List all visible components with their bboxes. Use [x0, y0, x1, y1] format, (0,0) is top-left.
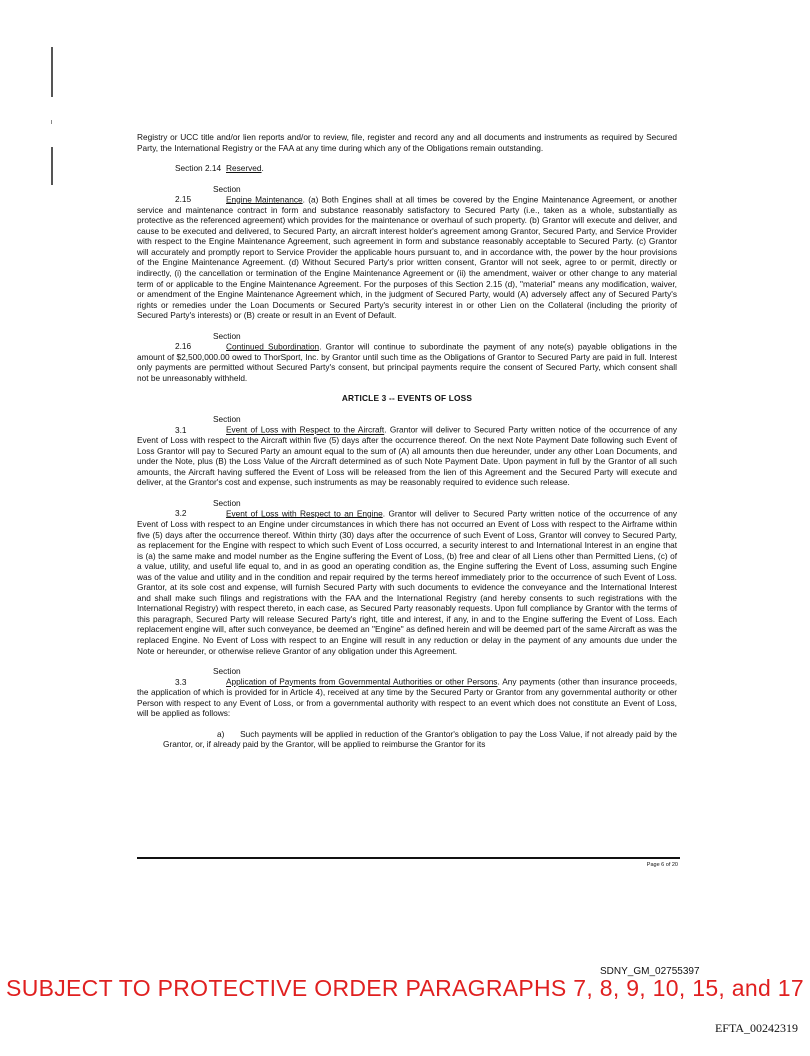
efta-number: EFTA_00242319: [714, 1021, 798, 1035]
section-body: Grantor will deliver to Secured Party written notice of the occurrence of any Event of Loss with respect to the Aircraft within five (5) days after the occurrence thereof. On the next Note Payment Date following such Event of Loss Grantor will pay to Secured Party an amount equal to the sum of (A) all amounts then due hereunder, under any other Loan Documents, and under the Note, plus (B) the Loss Value of the Aircraft determined as of such Note Payment Date. Upon payment in full by the Grantor of all such amounts, the Aircraft having suffered the Event of Loss will be released from the lien of this Agreement and the Secured Party will execute and deliver, at the Grantor's cost and expense, such instruments as may be reasonably required to evidence such release.: [137, 424, 677, 488]
section-2-16: [137, 331, 677, 384]
page-number: Page 6 of 20: [646, 862, 678, 868]
section-body: Any payments (other than insurance proceeds, the application of which is provided for in Article 4), received at any time by the Secured Party or Grantor from any governmental authority or other Person with respect to any Event of Loss, or from a governmental authority with respect to an event which does not constitute an Event of Loss, will be applied as follows:: [137, 676, 677, 719]
section-number: Section 2.16: [175, 330, 241, 352]
list-item-text: Such payments will be applied in reduction of the Grantor's obligation to pay the Loss Value, if not already paid by the Grantor, or, if already paid by the Grantor, will be applied to reimburse the Grantor for its: [163, 728, 677, 750]
section-body: Grantor will continue to subordinate the payment of any note(s) payable obligations in the amount of $2,500,000.00 owed to ThorSport, Inc. by Grantor until such time as the Obligations of Grantor to Secured Party are paid in full. Interest only payments are permitted without Secured Party's consent, but principal payments require the consent of Secured Party, which consent shall not be unreasonably withheld.: [137, 341, 678, 383]
section-number: Section 2.15: [175, 183, 241, 205]
section-title: Event of Loss with Respect to an Engine: [226, 508, 383, 519]
section-title-end: .: [382, 508, 386, 519]
margin-tick: [51, 120, 52, 124]
section-title: Event of Loss with Respect to the Aircraft: [226, 424, 385, 435]
section-title-end: .: [319, 341, 322, 352]
section-2-14: [137, 163, 677, 174]
section-3-1: [137, 414, 677, 488]
section-number: Section 3.2: [175, 497, 241, 519]
list-item-a: [137, 729, 677, 750]
section-title-end: .: [497, 676, 500, 687]
footer-rule: [137, 857, 680, 859]
section-number: Section 3.1: [175, 414, 241, 435]
margin-bar-top: [51, 47, 53, 97]
section-body: (a) Both Engines shall at all times be covered by the Engine Maintenance Agreement, or another service and maintenance contract in form and substance reasonably satisfactory to Secured Party (i.e., taken as a whole, substantially as protective as the referenced agreement) which provides for the maintenance or overhaul of such property. (b) Grantor will execute and deliver, and cause to be executed and delivered, to Secured Party, an aircraft interest holder's agreement among Grantor, Secured Party, and Service Provider with respect to the Engine Maintenance Agreement, such agreement in form and substance reasonably acceptable to Secured Party. (c) Grantor will accurately and promptly report to Service Provider the applicable hours pursuant to, and in accordance with, the power by the hour provisions of the Engine Maintenance Agreement. (d) Without Secured Party's prior written consent, Grantor will not seek, agree to or permit, directly or indirectly, (i) the cancellation or termination of the Engine Maintenance Agreement or (ii) the amendment, waiver or other change to any material term of or applicable to the Engine Maintenance Agreement. For the purposes of this Section 2.15 (d), "material" means any modification, waiver, or amendment of the Engine Maintenance Agreement which, in the judgment of Secured Party, would (A) adversely affect any of Secured Party's rights or remedies under the Loan Documents or Secured Party's security interest in or other Lien on the Collateral (including the priority of Secured Party's interests) or (B) create or result in an Event of Default.: [137, 194, 677, 321]
section-title: Continued Subordination: [226, 341, 320, 352]
intro-paragraph: Registry or UCC title and/or lien reports and/or to review, file, register and record any and all documents and instruments as required by Secured Party, the International Registry or the FAA at any time during which any of the Obligations remain outstanding.: [137, 132, 677, 153]
section-title: Reserved: [226, 163, 262, 174]
list-item-label: a): [217, 728, 225, 739]
section-title-end: .: [302, 194, 305, 205]
section-2-15: [137, 184, 677, 321]
margin-bar-bottom: [51, 147, 53, 185]
section-3-2: [137, 498, 677, 656]
bates-number: SDNY_GM_02755397: [600, 966, 700, 977]
section-3-3: [137, 666, 677, 719]
section-title-end: .: [384, 424, 387, 435]
section-number: Section 2.14: [175, 163, 222, 174]
protective-order-banner: SUBJECT TO PROTECTIVE ORDER PARAGRAPHS 7, 8, 9, 10, 15, and 17: [6, 975, 804, 1001]
section-title-end: .: [261, 163, 264, 174]
section-body: Grantor will deliver to Secured Party written notice of the occurrence of any Event of Loss with respect to an Engine under circumstances in which there has not occurred an Event of Loss with respect to the Airframe within five (5) days after the occurrence thereof. Within thirty (30) days after the occurrence of such Event of Loss, Grantor will convey to Secured Party, as replacement for the Engine with respect to which such Event of Loss occurred, a security interest to and International Interest in an engine that is (a) the same make and model number as the Engine suffering the Event of Loss, (b) free and clear of all Liens other than Permitted Liens, (c) of a value, utility, and useful life equal to, and in as good an operating condition as, the Engine suffering the Event of Loss, assuming such Engine was of the value and utility and in the condition and repair required by the terms hereof immediately prior to the occurrence of such Event of Loss. Grantor, at its sole cost and expense, will furnish Secured Party with such documents to evidence the conveyance and the International Interest and shall make such filings and registrations with the FAA and the International Registry (and hereby consents to such registrations with the International Registry) with respect thereto, in each case, as Secured Party reasonably requests. Upon full compliance by Grantor with the terms of this paragraph, Secured Party will release Secured Party's right, title and interest, if any, in and to the Engine suffering the Event of Loss. Each replacement engine will, after such conveyance, be deemed an "Engine" as defined herein and will be deemed part of the same Aircraft as was the replaced Engine. No Event of Loss with respect to an Engine will result in any reduction or delay in the payment of any amounts due under the Note or hereunder, or otherwise relieve Grantor of any obligation under this Agreement.: [137, 508, 677, 656]
section-number: Section 3.3: [175, 666, 241, 687]
article-heading: ARTICLE 3 -- EVENTS OF LOSS: [341, 393, 473, 404]
section-title: Engine Maintenance: [226, 194, 303, 205]
document-body: [137, 132, 677, 760]
section-title: Application of Payments from Governmental Authorities or other Persons: [226, 676, 498, 687]
